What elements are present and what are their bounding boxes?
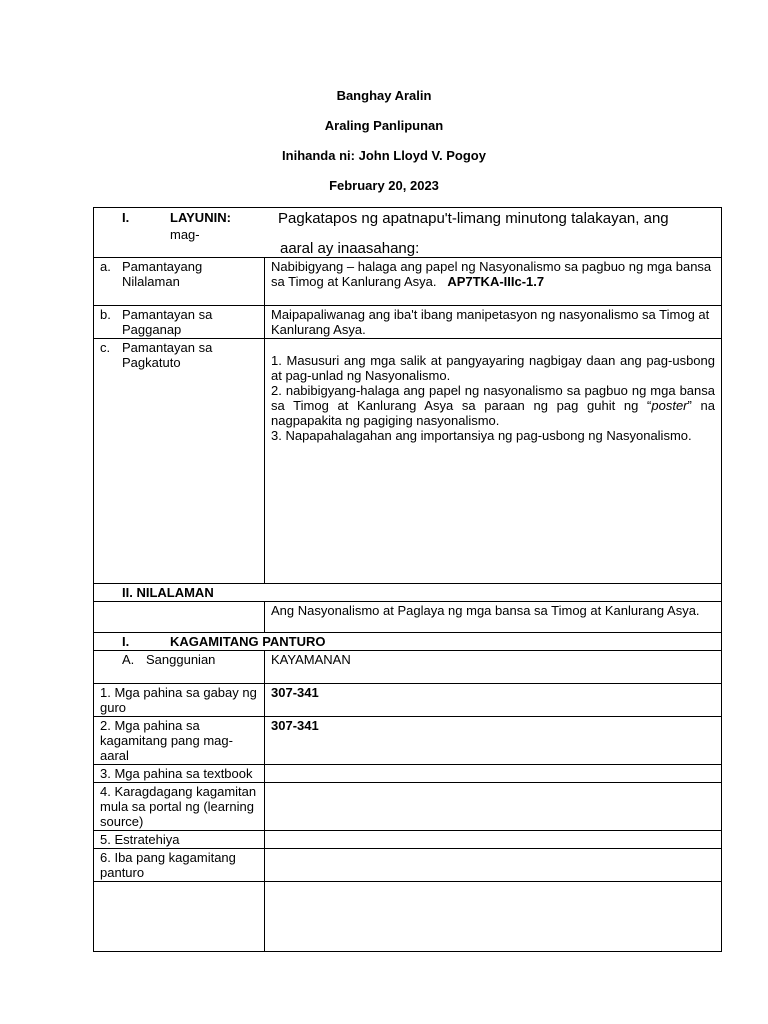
kagamitan-row-value (265, 849, 722, 882)
kagamitan-roman: I. (122, 634, 130, 649)
nilalaman-row (94, 602, 722, 633)
kagamitan-row-value (265, 783, 722, 831)
sanggunian-label: Sanggunian (146, 652, 216, 667)
kagamitan-row-label: 6. Iba pang kagamitang panturo (94, 849, 265, 882)
layunin-row (94, 208, 722, 258)
pamantayan-b-text: Maipapaliwanag ang iba't ibang manipetasyon ng nasyonalismo sa Timog at Kanlurang Asya. (265, 306, 722, 339)
sanggunian-marker: A. (122, 652, 135, 667)
pamantayan-a-marker: a. (100, 259, 111, 274)
nilalaman-text: Ang Nasyonalismo at Paglaya ng mga bansa sa Timog at Kanlurang Asya. (265, 602, 722, 633)
pamantayan-b-marker: b. (100, 307, 111, 322)
sanggunian-row (94, 651, 722, 684)
pamantayan-row-a (94, 258, 722, 306)
layunin-roman: I. (122, 210, 130, 225)
pamantayan-row-c (94, 339, 722, 584)
pamantayan-row-b (94, 306, 722, 339)
subject-title: Araling Panlipunan (324, 118, 444, 133)
objective-2-poster: poster (651, 398, 688, 413)
objective-2-text: 2. nabibigyang-halaga ang papel ng nasyonalismo sa pagbuo ng mga bansa sa Timog at Kanlurang Asya sa paraan ng pag guhit ng “ (271, 383, 715, 413)
kagamitan-row (94, 783, 722, 831)
lesson-plan-table (93, 207, 722, 952)
kagamitan-row-value (265, 765, 722, 783)
kagamitan-row (94, 684, 722, 717)
nilalaman-heading-row (94, 584, 722, 602)
kagamitan-row-label: 4. Karagdagang kagamitan mula sa portal ng (learning source) (94, 783, 265, 831)
objective-2 (271, 383, 715, 428)
kagamitan-row (94, 765, 722, 783)
sanggunian-value: KAYAMANAN (265, 651, 722, 684)
lesson-date: February 20, 2023 (329, 178, 439, 193)
kagamitan-row (94, 849, 722, 882)
kagamitan-row-label: 2. Mga pahina sa kagamitang pang mag-aaral (94, 717, 265, 765)
kagamitan-row-label: 5. Estratehiya (94, 831, 265, 849)
objective-1: 1. Masusuri ang mga salik at pangyayaring nagbigay daan ang pag-usbong at pag-unlad ng Nasyonalismo. (271, 353, 715, 383)
prepared-by: Inihanda ni: John Lloyd V. Pogoy (282, 148, 486, 163)
kagamitan-row-value (265, 831, 722, 849)
pamantayan-a-label: Pamantayang Nilalaman (122, 259, 203, 289)
layunin-mag: mag- (170, 227, 200, 242)
kagamitan-heading-row (94, 633, 722, 651)
nilalaman-heading: II. NILALAMAN (94, 584, 722, 602)
pamantayan-b-label: Pamantayan sa Pagganap (122, 307, 213, 337)
objective-2-text-end: ” na nagpapakita ng pagiging nasyonalismo. (271, 398, 715, 428)
pamantayan-a-text: Nabibigyang – halaga ang papel ng Nasyonalismo sa pagbuo ng mga bansa sa Timog at Kanlurang Asya. (271, 259, 712, 289)
objective-3: 3. Napapahalagahan ang importansiya ng pag-usbong ng Nasyonalismo. (271, 428, 692, 443)
kagamitan-row-label: 3. Mga pahina sa textbook (94, 765, 265, 783)
pamantayan-c-label: Pamantayan sa Pagkatuto (122, 340, 213, 370)
empty-row (94, 882, 722, 952)
kagamitan-row-value: 307-341 (265, 684, 722, 717)
layunin-intro: Pagkatapos ng apatnapu't-limang minutong talakayan, ang (278, 210, 669, 227)
kagamitan-heading: KAGAMITANG PANTURO (170, 634, 326, 649)
layunin-label: LAYUNIN: (170, 210, 231, 225)
pamantayan-c-marker: c. (100, 340, 111, 355)
layunin-intro-cont: aaral ay inaasahang: (280, 240, 420, 257)
document-title: Banghay Aralin (336, 88, 432, 103)
kagamitan-row-value: 307-341 (265, 717, 722, 765)
kagamitan-row-label: 1. Mga pahina sa gabay ng guro (94, 684, 265, 717)
kagamitan-row (94, 717, 722, 765)
kagamitan-row (94, 831, 722, 849)
pamantayan-a-code: AP7TKA-IIIc-1.7 (447, 274, 545, 289)
